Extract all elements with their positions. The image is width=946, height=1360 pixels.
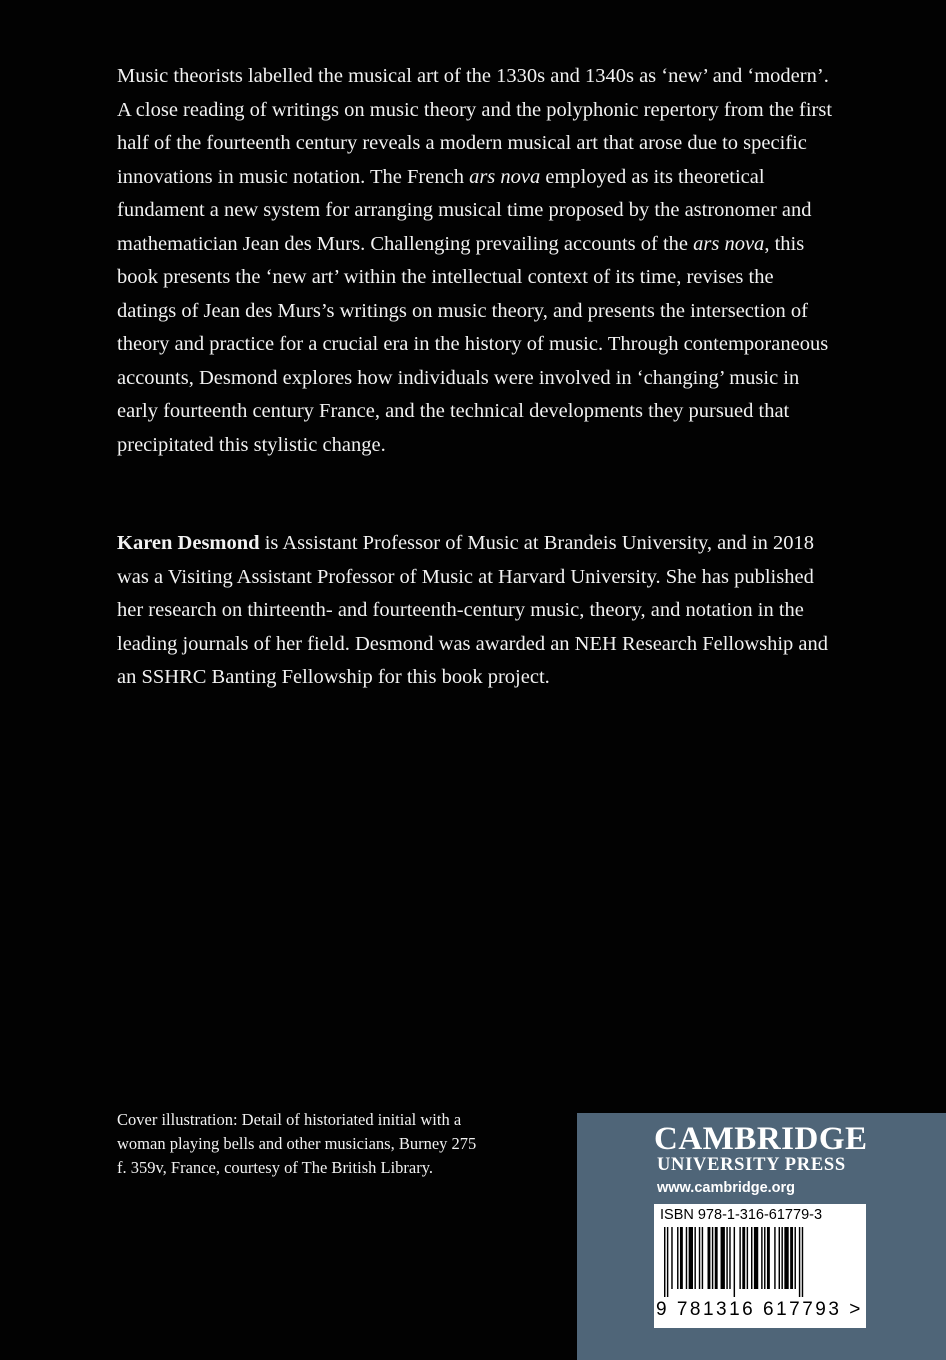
description-italic-1: ars nova: [469, 165, 541, 188]
barcode-bar: [694, 1227, 695, 1289]
barcode-bar: [726, 1227, 727, 1289]
barcode-bar: [779, 1227, 780, 1289]
barcode-bar: [680, 1227, 683, 1289]
barcode-bar: [739, 1227, 740, 1289]
barcode-bar: [754, 1227, 758, 1289]
barcode-icon: [664, 1227, 856, 1297]
barcode-bar: [721, 1227, 725, 1289]
author-name: Karen Desmond: [117, 532, 260, 554]
barcode-bar: [729, 1227, 730, 1289]
barcode-bar: [764, 1227, 765, 1289]
barcode-bar: [742, 1227, 745, 1289]
barcode-bar: [761, 1227, 762, 1289]
barcode-bar: [734, 1227, 735, 1297]
isbn-label: ISBN 978-1-316-61779-3: [660, 1207, 823, 1223]
barcode-bar: [664, 1227, 665, 1297]
book-description: [117, 60, 837, 462]
publisher-name: CAMBRIDGE: [654, 1121, 868, 1157]
description-text-2: employed as its theoretical fundament a new system for arranging musical time proposed by the astronomer and mathematician Jean des Murs. Challenging prevailing accounts of the: [117, 165, 812, 255]
barcode-bar: [802, 1227, 803, 1297]
publisher-url: www.cambridge.org: [657, 1180, 796, 1196]
barcode-bar: [799, 1227, 800, 1297]
author-bio: [117, 527, 837, 695]
barcode-bar: [790, 1227, 793, 1289]
barcode-bar: [671, 1227, 672, 1289]
barcode-bar: [751, 1227, 752, 1289]
barcode-bar: [795, 1227, 796, 1289]
barcode-bar: [686, 1227, 687, 1289]
barcode-bar: [767, 1227, 770, 1289]
barcode-bar: [667, 1227, 668, 1297]
publisher-subname: UNIVERSITY PRESS: [657, 1155, 846, 1175]
barcode-bar: [747, 1227, 748, 1289]
barcode-bar: [715, 1227, 718, 1289]
barcode-bar: [702, 1227, 703, 1289]
barcode-bar: [699, 1227, 700, 1289]
barcode-digits: 9 781316 617793 >: [656, 1299, 863, 1320]
barcode-bar: [784, 1227, 788, 1289]
barcode-box: [654, 1204, 866, 1328]
description-text-1: Music theorists labelled the musical art of the 1330s and 1340s as ‘new’ and ‘modern’. A close reading of writings on music theory and the polyphonic repertory from the first half of the fourteenth century reveals a modern musical art that arose due to specific innovations in music notation. The French: [117, 65, 833, 188]
barcode-bar: [708, 1227, 711, 1289]
barcode-bar: [774, 1227, 775, 1289]
barcode-bar: [689, 1227, 693, 1289]
author-bio-text: is Assistant Professor of Music at Brandeis University, and in 2018 was a Visiting Assistant Professor of Music at Harvard University. She has published her research on thirteenth- and fourteenth-century music, theory, and notation in the leading journals of her field. Desmond was awarded an NEH Research Fellowship and an SSHRC Banting Fellowship for this book project.: [117, 532, 829, 688]
barcode-bar: [677, 1227, 678, 1289]
description-italic-2: ars nova: [693, 232, 765, 255]
publisher-block: [577, 1113, 946, 1360]
cover-illustration-credit: Cover illustration: Detail of historiated initial with a woman playing bells and other musicians, Burney 275 f. 359v, France, courtesy of The British Library.: [117, 1110, 477, 1177]
barcode-bar: [712, 1227, 713, 1289]
description-text-3: , this book presents the ‘new art’ within the intellectual context of its time, revises the datings of Jean des Murs’s writings on music theory, and presents the intersection of theory and practice for a crucial era in the history of music. Through contemporaneous accounts, Desmond explores how individuals were involved in ‘changing’ music in early fourteenth century France, and the technical developments they pursued that precipitated this stylistic change.: [117, 232, 829, 456]
barcode-bar: [781, 1227, 782, 1289]
